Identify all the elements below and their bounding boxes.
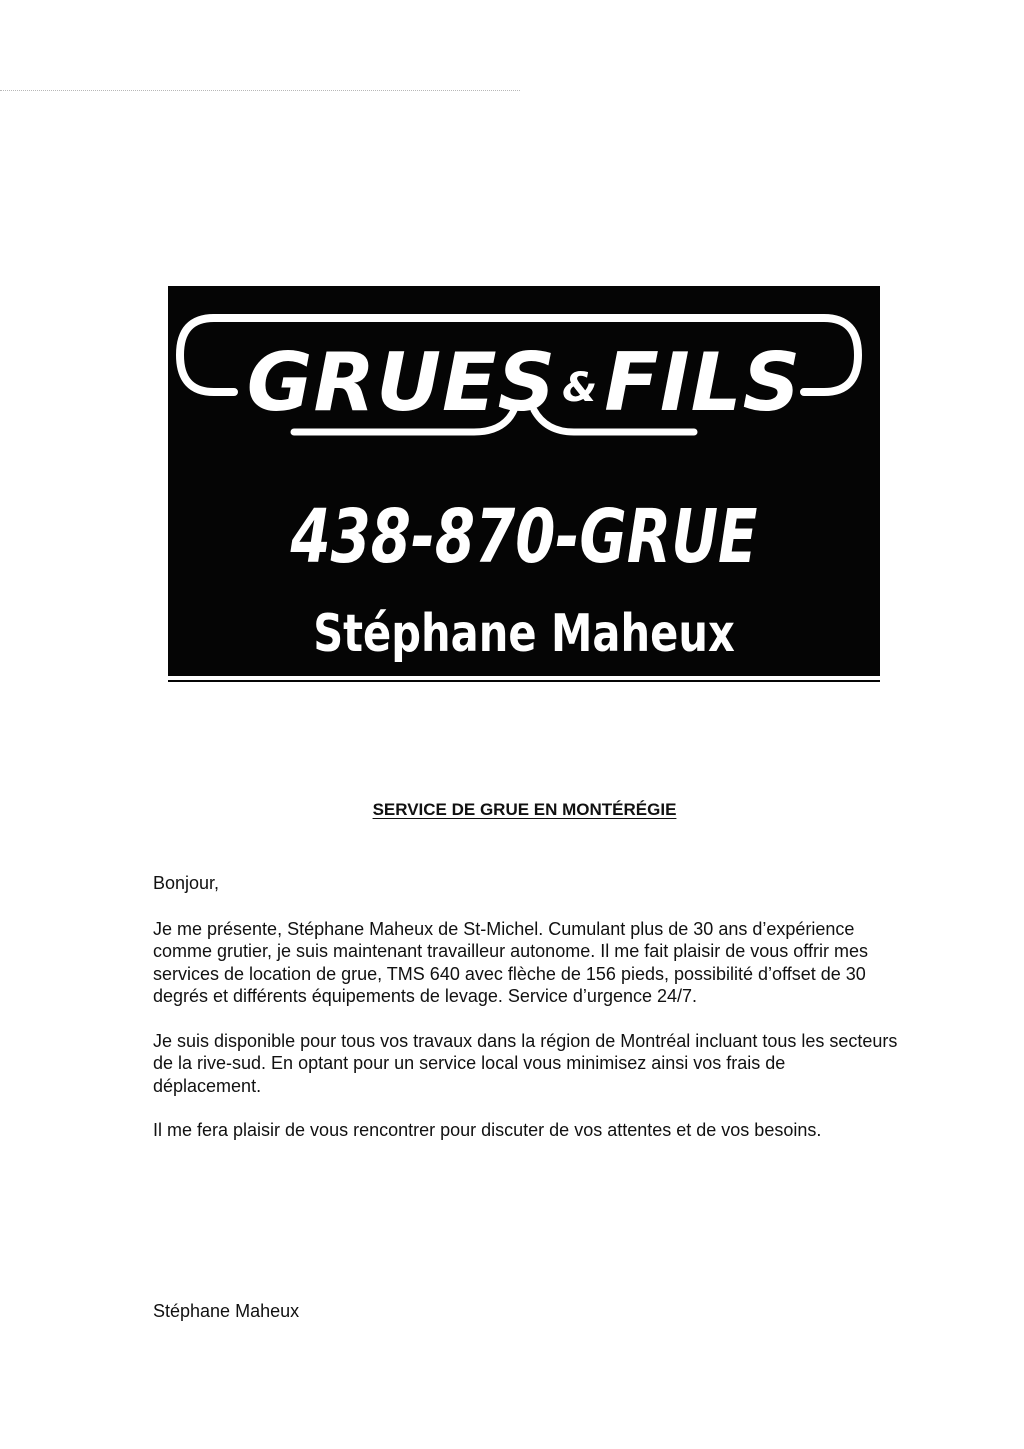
logo-underline-rule bbox=[168, 680, 880, 682]
logo-brand-name bbox=[168, 338, 880, 433]
letter-paragraph: Je me présente, Stéphane Maheux de St-Michel. Cumulant plus de 30 ans d’expérience comme grutier, je suis maintenant travailleur autonome. Il me fait plaisir de vous offrir mes services de location de grue, TMS 640 avec flèche de 156 pieds, possibilité d’offset de 30 degrés et différents équipements de levage. Service d’urgence 24/7. bbox=[153, 918, 868, 1006]
logo-owner-name: Stéphane Maheux bbox=[313, 604, 735, 664]
letter-signature: Stéphane Maheux bbox=[153, 1301, 300, 1321]
letter-paragraph: Je suis disponible pour tous vos travaux dans la région de Montréal incluant tous les secteurs de la rive-sud. En optant pour un service local vous minimisez ainsi vos frais de déplacement. bbox=[153, 1030, 898, 1096]
letter-paragraph: Il me fera plaisir de vous rencontrer pour discuter de vos attentes et de vos besoins. bbox=[153, 1120, 822, 1140]
logo-brand-first: GRUES bbox=[246, 336, 557, 429]
logo-ampersand: & bbox=[562, 365, 599, 412]
letter-body bbox=[153, 872, 898, 1164]
scan-artifact-line bbox=[0, 90, 520, 91]
logo-brand-second: FILS bbox=[604, 336, 802, 429]
document-title: SERVICE DE GRUE EN MONTÉRÉGIE bbox=[372, 800, 677, 819]
company-logo bbox=[168, 286, 880, 676]
logo-phone-number: 438-870-GRUE bbox=[290, 494, 758, 580]
letter-greeting: Bonjour, bbox=[153, 873, 220, 893]
